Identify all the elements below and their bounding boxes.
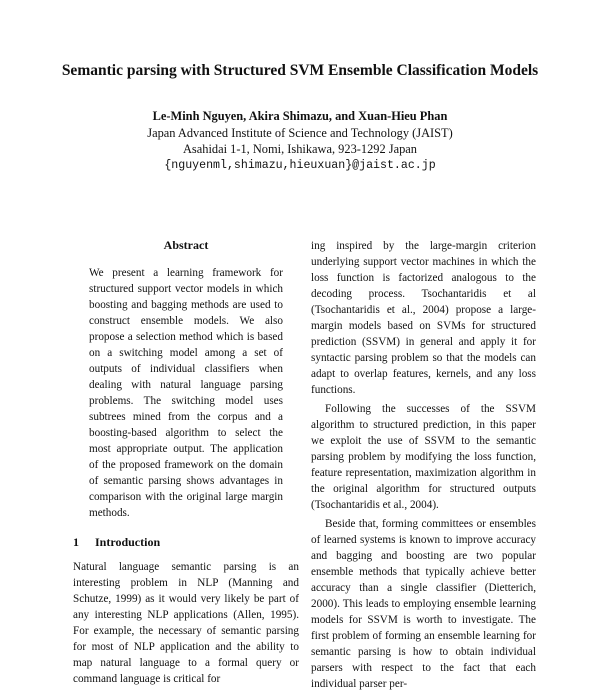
body-paragraph-3: Beside that, forming committees or ensembles of learned systems is known to improve accuracy and bagging and boosting are two popular ensemble methods that typically achieve better accuracy than a single classifier (Dietterich, 2000). This leads to employing ensemble learning models for SSVM is worth to investigate. The first problem of forming an ensemble learning for semantic parsing is how to obtain individual parsers with respect to the fact that each individual parser per-	[311, 518, 536, 690]
body-paragraph-1: ing inspired by the large-margin criterion underlying support vector machines in which the loss function is factorized analogous to the decoding process. Tsochantaridis et al (Tsochantaridis et al., 2004) propose a large-margin models based on SVMs for structured prediction (SSVM) in general and apply it for syntactic parsing problem so that the models can adapt to overlap features, kernels, and any loss functions.	[311, 240, 536, 396]
intro-paragraph: Natural language semantic parsing is an interesting problem in NLP (Manning and Schutze, 1999) as it would very likely be part of any interesting NLP applications (Allen, 1995). For example, the necessary of semantic parsing for most of NLP application and the ability to map natural language to a formal query or command language is critical for	[73, 561, 299, 685]
author-email: {nguyenml,shimazu,hieuxuan}@jaist.ac.jp	[164, 158, 436, 172]
author-block	[0, 108, 600, 174]
body-paragraph-2: Following the successes of the SSVM algorithm to structured prediction, in this paper we exploit the use of SSVM to the semantic parsing problem by modifying the loss function, feature representation, maximization algorithm in the original algorithm for structured outputs (Tsochantaridis et al., 2004).	[311, 403, 536, 511]
author-names: Le-Minh Nguyen, Akira Shimazu, and Xuan-Hieu Phan	[152, 109, 448, 123]
section-number: 1	[73, 535, 79, 549]
paper-title: Semantic parsing with Structured SVM Ensemble Classification Models	[61, 62, 539, 79]
abstract-heading: Abstract	[163, 238, 209, 252]
section-heading-introduction	[73, 535, 299, 550]
abstract-text: We present a learning framework for structured support vector models in which boosting and bagging methods are used to construct ensemble models. We also propose a selection method which is based on a switching model among a set of outputs of individual classifiers when dealing with natural language parsing problems. The switching model uses subtrees mined from the corpus and a boosting-based algorithm to select the most appropriate output. The application of the proposed framework on the domain of semantic parsing shows advantages in comparison with the original large margin methods.	[89, 267, 283, 519]
author-address: Asahidai 1-1, Nomi, Ishikawa, 923-1292 Japan	[182, 142, 417, 156]
author-affiliation: Japan Advanced Institute of Science and Technology (JAIST)	[147, 125, 453, 140]
right-column	[311, 238, 536, 692]
left-column	[73, 238, 299, 687]
section-title: Introduction	[95, 535, 161, 549]
